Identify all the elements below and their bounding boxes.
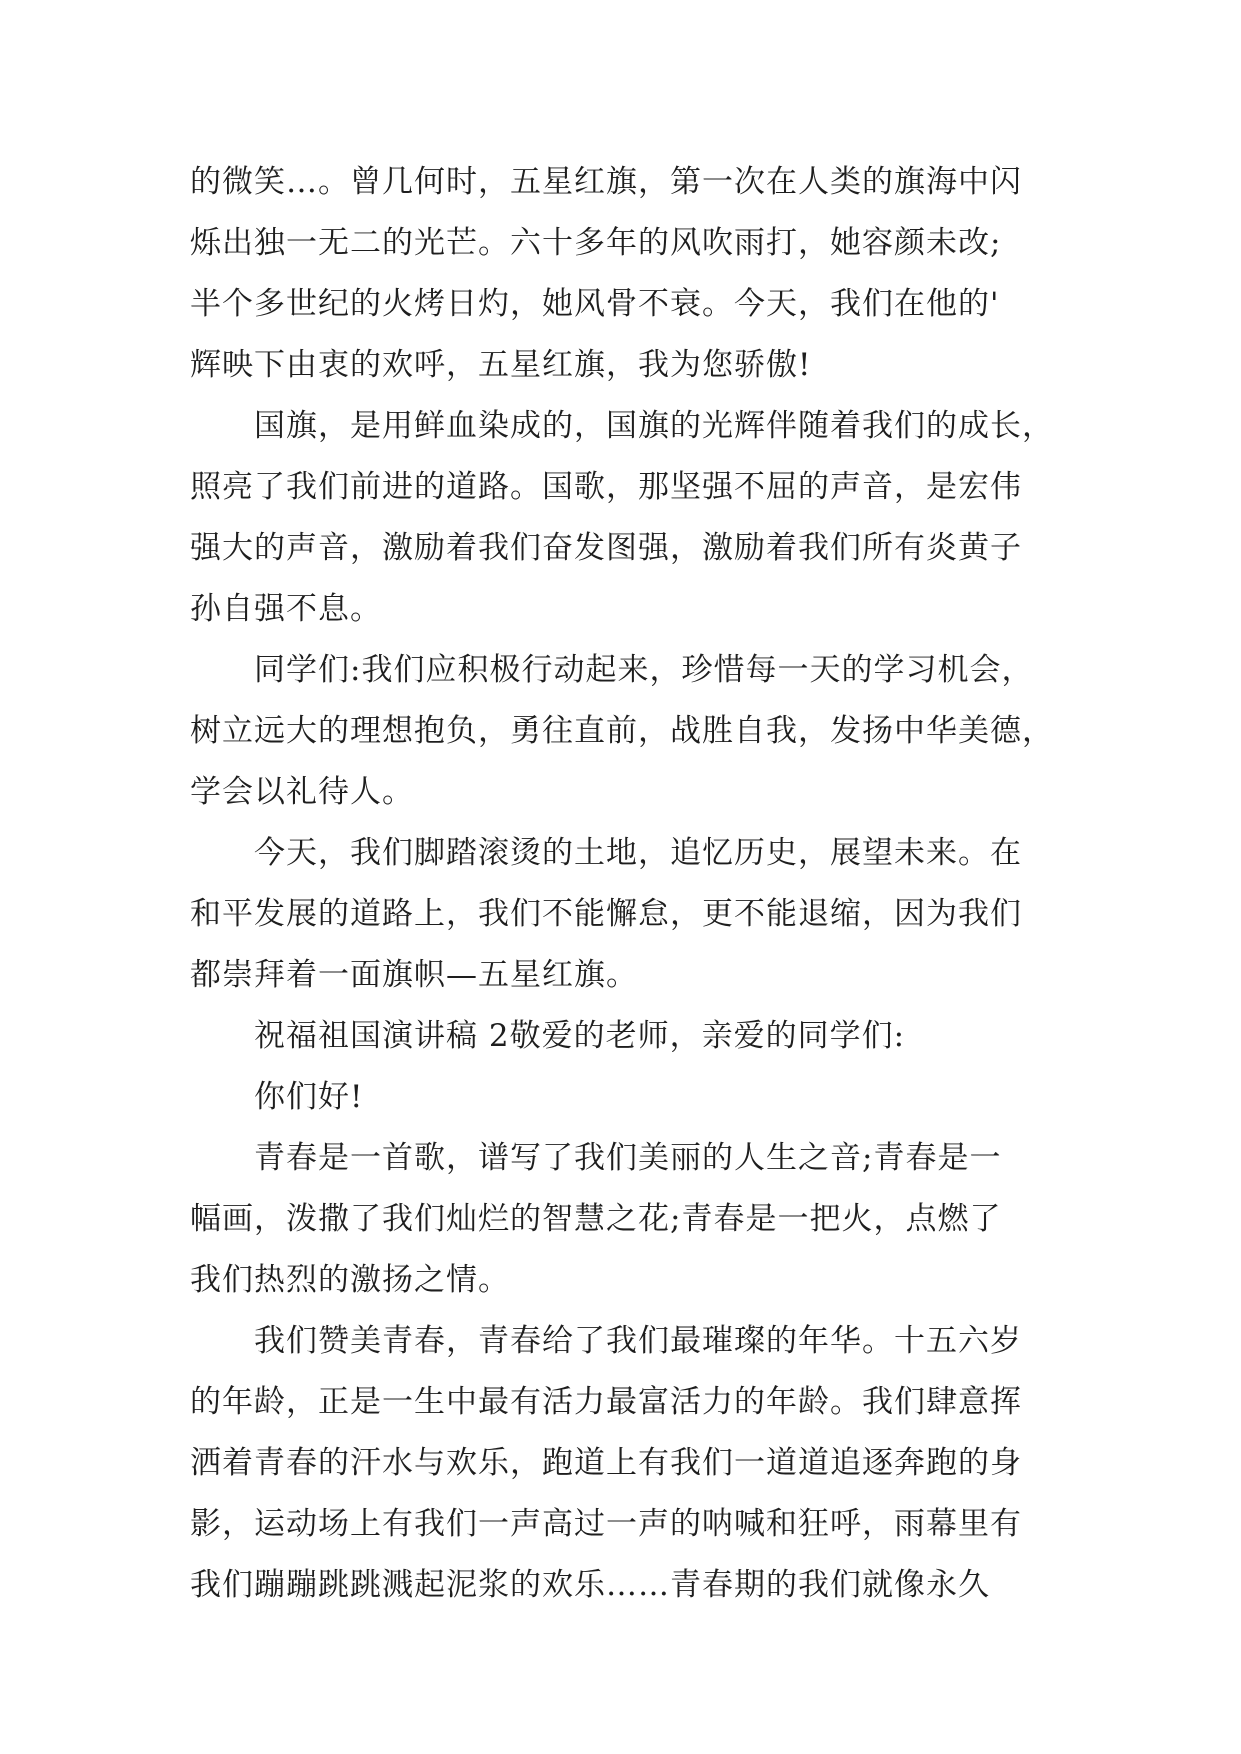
text-line: 青春是一首歌，谱写了我们美丽的人生之音;青春是一 <box>254 1140 1002 1176</box>
text-line: 幅画，泼撒了我们灿烂的智慧之花;青春是一把火，点燃了 <box>190 1201 1002 1237</box>
paragraph <box>190 823 1070 1006</box>
text-line: 洒着青春的汗水与欢乐，跑道上有我们一道道追逐奔跑的身 <box>190 1445 1022 1481</box>
text-line: 我们热烈的激扬之情。 <box>190 1262 510 1298</box>
text-line: 我们赞美青春，青春给了我们最璀璨的年华。十五六岁 <box>254 1323 1022 1359</box>
text-line: 孙自强不息。 <box>190 591 382 627</box>
text-line: 国旗，是用鲜血染成的，国旗的光辉伴随着我们的成长， <box>254 408 1054 444</box>
paragraph <box>190 640 1070 823</box>
paragraph <box>190 1128 1070 1311</box>
text-line: 的微笑…。曾几何时，五星红旗，第一次在人类的旗海中闪 <box>190 164 1022 200</box>
text-line: 强大的声音，激励着我们奋发图强，激励着我们所有炎黄子 <box>190 530 1022 566</box>
paragraph <box>190 396 1070 640</box>
text-line: 半个多世纪的火烤日灼，她风骨不衰。今天，我们在他的' <box>190 286 1000 322</box>
text-line: 的年龄，正是一生中最有活力最富活力的年龄。我们肆意挥 <box>190 1384 1022 1420</box>
text-line: 照亮了我们前进的道路。国歌，那坚强不屈的声音，是宏伟 <box>190 469 1022 505</box>
paragraph <box>190 1311 1070 1616</box>
text-line: 祝福祖国演讲稿 2敬爱的老师，亲爱的同学们: <box>254 1018 906 1054</box>
text-line: 学会以礼待人。 <box>190 774 414 810</box>
paragraph <box>190 1067 1070 1128</box>
text-line: 和平发展的道路上，我们不能懈怠，更不能退缩，因为我们 <box>190 896 1022 932</box>
text-line: 我们蹦蹦跳跳溅起泥浆的欢乐……青春期的我们就像永久 <box>190 1567 990 1603</box>
text-line: 都崇拜着一面旗帜—五星红旗。 <box>190 957 638 993</box>
document-body <box>190 152 1070 1616</box>
paragraph <box>190 152 1070 396</box>
text-line: 你们好! <box>254 1079 364 1115</box>
text-line: 辉映下由衷的欢呼，五星红旗，我为您骄傲! <box>190 347 812 383</box>
paragraph <box>190 1006 1070 1067</box>
text-line: 今天，我们脚踏滚烫的土地，追忆历史，展望未来。在 <box>254 835 1022 871</box>
text-line: 烁出独一无二的光芒。六十多年的风吹雨打，她容颜未改; <box>190 225 1002 261</box>
text-line: 树立远大的理想抱负，勇往直前，战胜自我，发扬中华美德， <box>190 713 1054 749</box>
text-line: 同学们:我们应积极行动起来，珍惜每一天的学习机会， <box>254 652 1034 688</box>
text-line: 影，运动场上有我们一声高过一声的呐喊和狂呼，雨幕里有 <box>190 1506 1022 1542</box>
